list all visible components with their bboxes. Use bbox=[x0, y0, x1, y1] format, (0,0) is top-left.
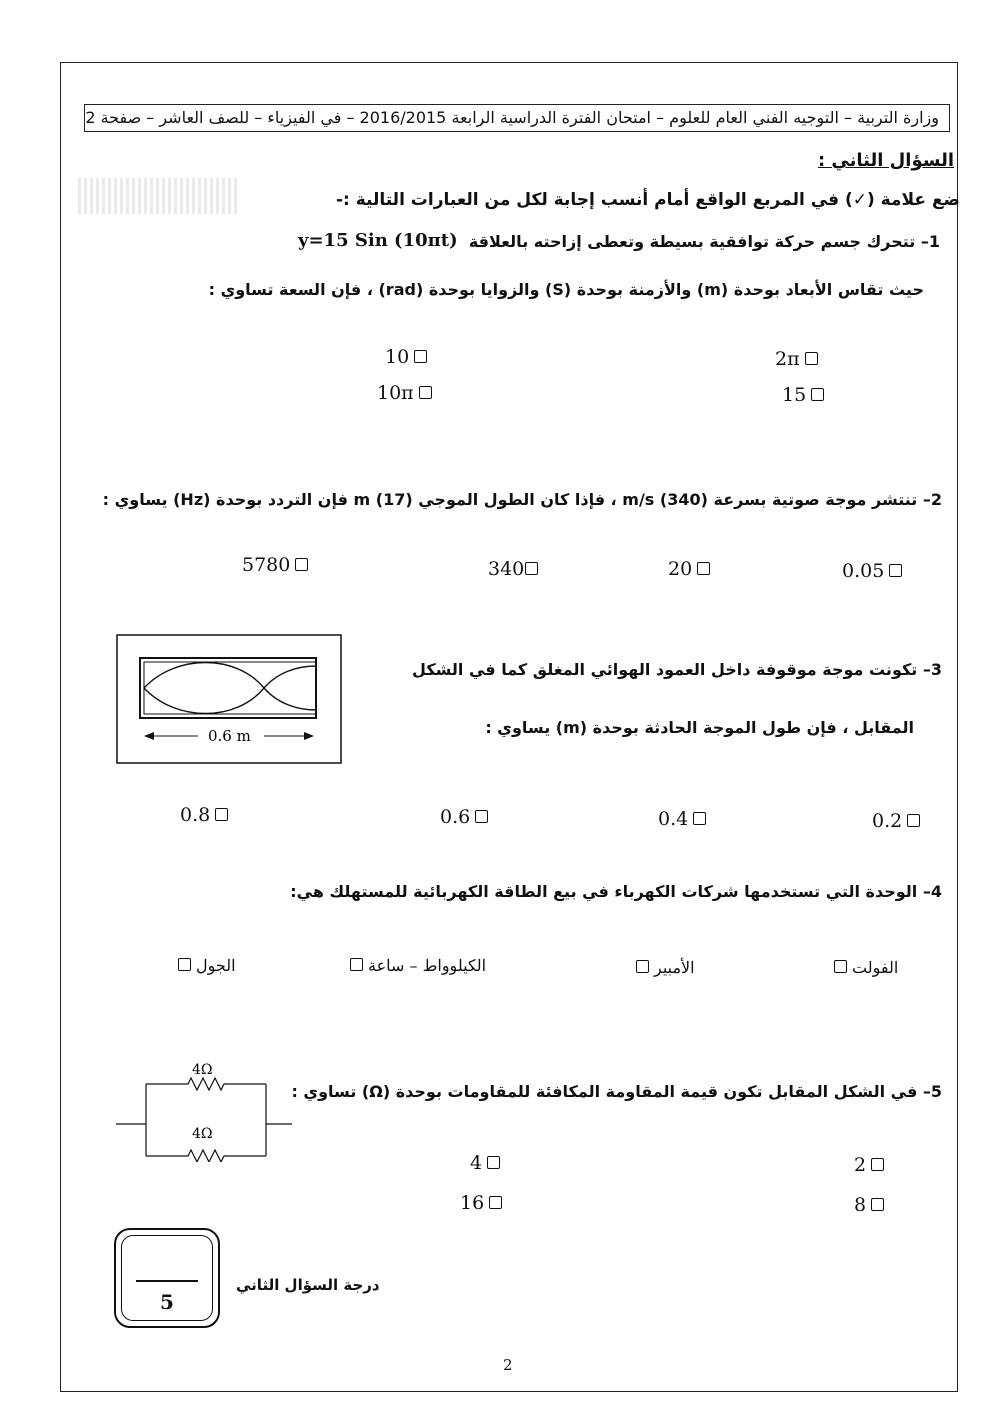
score-label: درجة السؤال الثاني bbox=[236, 1276, 380, 1294]
checkbox-icon[interactable] bbox=[487, 1156, 500, 1169]
q1-option-3[interactable] bbox=[782, 384, 824, 406]
score-line bbox=[136, 1280, 198, 1282]
q5-option-4[interactable] bbox=[460, 1192, 502, 1214]
score-box bbox=[114, 1228, 220, 1328]
q2-option-1-label: 0.05 bbox=[842, 560, 885, 582]
scribble-mark bbox=[78, 178, 238, 214]
checkbox-icon[interactable] bbox=[889, 564, 902, 577]
q2-option-1[interactable] bbox=[842, 560, 902, 582]
q3-option-1-label: 0.2 bbox=[872, 810, 903, 832]
q2-option-3-label: 340 bbox=[488, 558, 525, 580]
q2-option-2-label: 20 bbox=[668, 558, 693, 580]
checkbox-icon[interactable] bbox=[805, 352, 818, 365]
q1-option-2-label: 10 bbox=[385, 346, 410, 368]
standing-wave-figure bbox=[116, 634, 342, 764]
q2-text: 2– تنتشر موجة صوتية بسرعة (340) m/s ، فإذا كان الطول الموجي (17) m فإن التردد بوحدة (Hz) يساوي : bbox=[102, 490, 942, 509]
q1-option-2[interactable] bbox=[385, 346, 427, 368]
q3-option-2[interactable] bbox=[658, 808, 706, 830]
q5-option-3[interactable] bbox=[854, 1194, 884, 1216]
q2-option-4-label: 5780 bbox=[242, 554, 291, 576]
checkbox-icon[interactable] bbox=[419, 386, 432, 399]
instruction: ضع علامة (✓) في المربع الواقع أمام أنسب إجابة لكل من العبارات التالية :- bbox=[335, 190, 960, 210]
q4-option-4-label: الجول bbox=[196, 956, 236, 975]
q1-option-1-label: 2π bbox=[775, 348, 800, 370]
checkbox-icon[interactable] bbox=[215, 808, 228, 821]
q1-option-1[interactable] bbox=[775, 348, 818, 370]
checkbox-icon[interactable] bbox=[811, 388, 824, 401]
figure-length-label: 0.6 m bbox=[208, 727, 251, 745]
checkbox-icon[interactable] bbox=[636, 960, 649, 973]
q5-text: 5– في الشكل المقابل تكون قيمة المقاومة المكافئة للمقاومات بوحدة (Ω) تساوي : bbox=[291, 1082, 942, 1101]
q5-option-1[interactable] bbox=[854, 1154, 884, 1176]
q2-option-2[interactable] bbox=[668, 558, 710, 580]
checkbox-icon[interactable] bbox=[693, 812, 706, 825]
checkbox-icon[interactable] bbox=[414, 350, 427, 363]
q4-option-2[interactable] bbox=[636, 958, 695, 977]
q4-option-1-label: الفولت bbox=[852, 958, 899, 977]
q2-option-4[interactable] bbox=[242, 554, 308, 576]
checkbox-icon[interactable] bbox=[834, 960, 847, 973]
q5-option-2-label: 4 bbox=[470, 1152, 483, 1174]
checkbox-icon[interactable] bbox=[871, 1158, 884, 1171]
checkbox-icon[interactable] bbox=[178, 958, 191, 971]
checkbox-icon[interactable] bbox=[489, 1196, 502, 1209]
q5-option-2[interactable] bbox=[470, 1152, 500, 1174]
q1-option-4[interactable] bbox=[377, 382, 432, 404]
resistor-top-label: 4Ω bbox=[192, 1062, 213, 1078]
q4-option-2-label: الأمبير bbox=[654, 958, 695, 977]
resistor-circuit-figure bbox=[112, 1052, 298, 1162]
checkbox-icon[interactable] bbox=[350, 958, 363, 971]
q3-line1: 3– تكونت موجة موقوفة داخل العمود الهوائي المغلق كما في الشكل bbox=[412, 660, 942, 679]
q4-text: 4– الوحدة التي تستخدمها شركات الكهرباء في بيع الطاقة الكهربائية للمستهلك هي: bbox=[290, 882, 942, 901]
checkbox-icon[interactable] bbox=[295, 558, 308, 571]
q3-option-3-label: 0.6 bbox=[440, 806, 471, 828]
resistor-bottom-label: 4Ω bbox=[192, 1126, 213, 1142]
q2-option-3[interactable] bbox=[488, 558, 538, 580]
q3-option-2-label: 0.4 bbox=[658, 808, 689, 830]
q1-line1: 1– تتحرك جسم حركة توافقية بسيطة وتعطى إزاحته بالعلاقة bbox=[468, 232, 940, 251]
checkbox-icon[interactable] bbox=[525, 562, 538, 575]
q4-option-4[interactable] bbox=[178, 956, 236, 975]
q5-option-1-label: 2 bbox=[854, 1154, 867, 1176]
checkbox-icon[interactable] bbox=[475, 810, 488, 823]
q1-option-4-label: 10π bbox=[377, 382, 414, 404]
section-title: السؤال الثاني : bbox=[817, 150, 954, 171]
q3-line2: المقابل ، فإن طول الموجة الحادثة بوحدة (m) يساوي : bbox=[485, 718, 914, 737]
q5-option-3-label: 8 bbox=[854, 1194, 867, 1216]
q4-option-3[interactable] bbox=[350, 956, 486, 975]
score-value: 5 bbox=[160, 1290, 174, 1314]
q4-option-1[interactable] bbox=[834, 958, 898, 977]
checkbox-icon[interactable] bbox=[907, 814, 920, 827]
q3-option-4[interactable] bbox=[180, 804, 228, 826]
q3-option-3[interactable] bbox=[440, 806, 488, 828]
q3-option-4-label: 0.8 bbox=[180, 804, 211, 826]
page-header: وزارة التربية – التوجيه الفني العام للعلوم – امتحان الفترة الدراسية الرابعة 2016/2015 – في الفيزياء – للصف العاشر – صفحة 2 bbox=[84, 104, 950, 132]
page-number: 2 bbox=[503, 1356, 513, 1374]
q1-equation: y=15 Sin (10πt) bbox=[298, 230, 458, 251]
checkbox-icon[interactable] bbox=[697, 562, 710, 575]
q1-option-3-label: 15 bbox=[782, 384, 807, 406]
q4-option-3-label: الكيلوواط – ساعة bbox=[368, 956, 487, 975]
q1-line2: حيث تقاس الأبعاد بوحدة (m) والأزمنة بوحدة (S) والزوايا بوحدة (rad) ، فإن السعة تساوي : bbox=[208, 280, 924, 299]
q3-option-1[interactable] bbox=[872, 810, 920, 832]
q5-option-4-label: 16 bbox=[460, 1192, 485, 1214]
checkbox-icon[interactable] bbox=[871, 1198, 884, 1211]
